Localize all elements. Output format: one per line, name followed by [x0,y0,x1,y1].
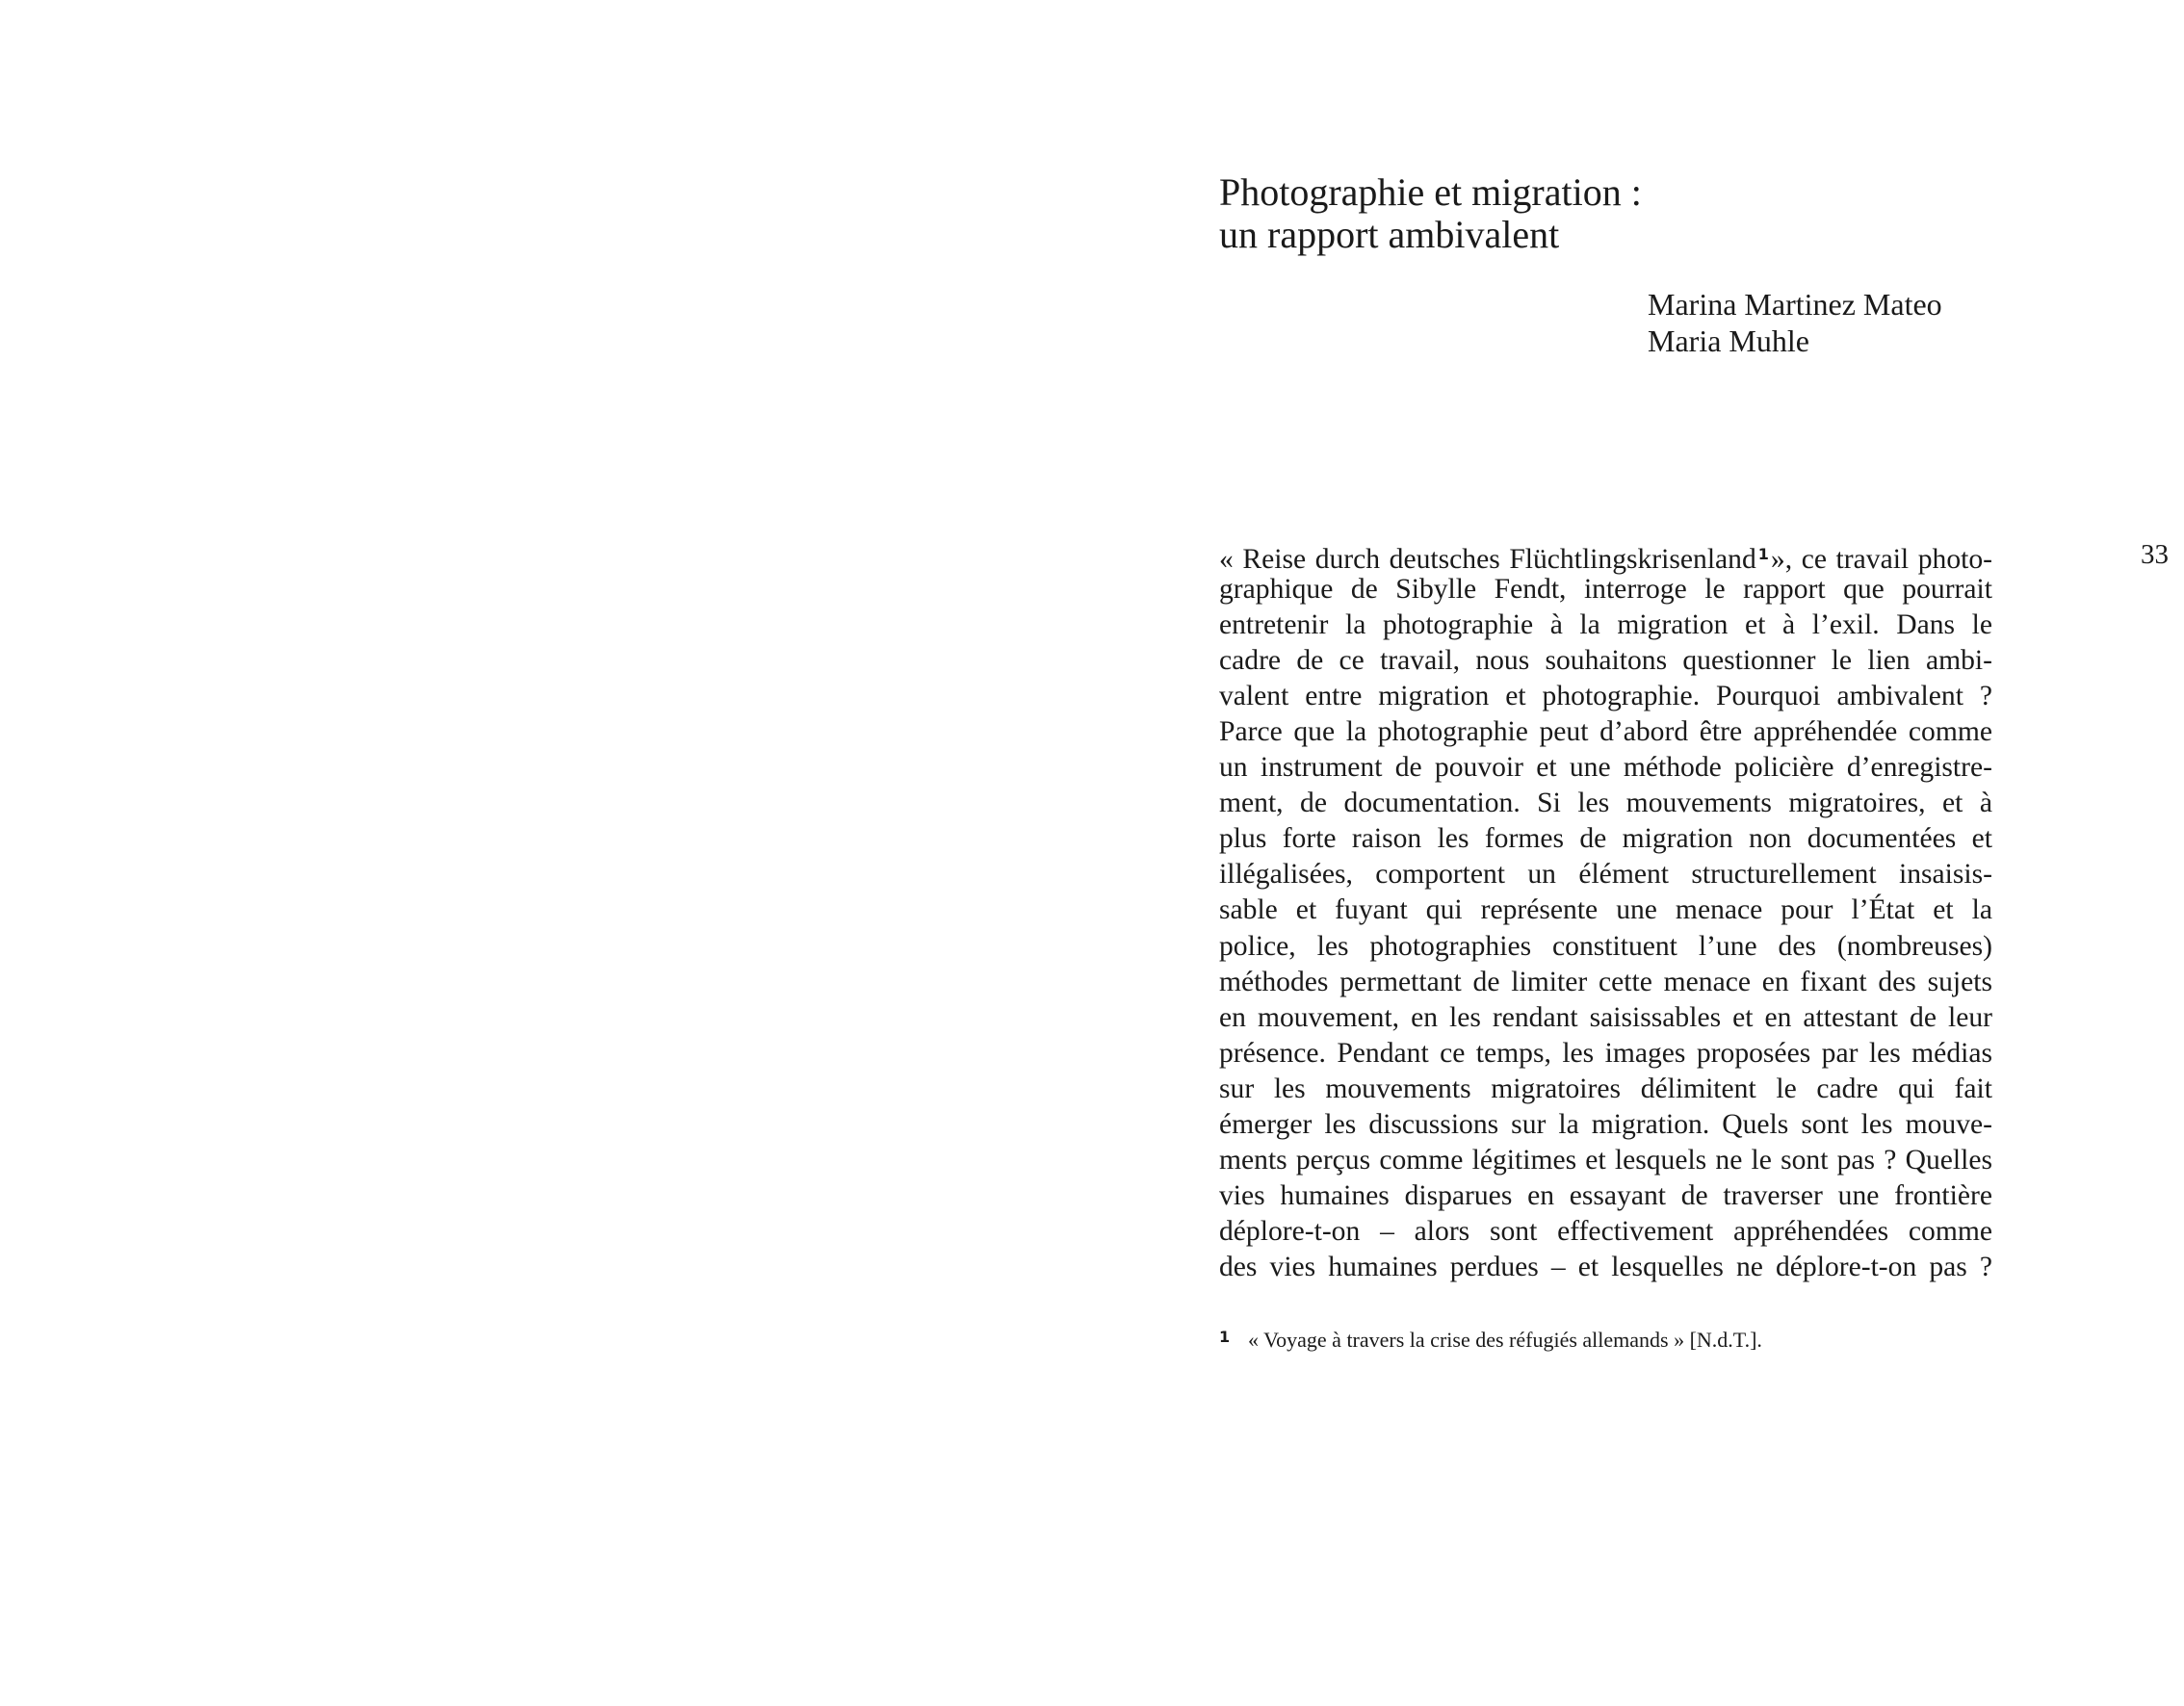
text-line: des vies humaines perdues – et lesquelles ne déplore-t-on pas ? [1219,1251,1992,1282]
title-line-2: un rapport ambivalent [1219,213,1560,256]
title-line-1: Photographie et migration : [1219,170,1642,214]
text-line: illégalisées, comportent un élément structurellement insaisis- [1219,859,1992,891]
text-line: un instrument de pouvoir et une méthode policière d’enregistre- [1219,752,1992,784]
footnote-marker: 1 [1219,1328,1231,1346]
text-line: émerger les discussions sur la migration. Quels sont les mouve- [1219,1108,1992,1140]
author-list [1648,286,1942,359]
text-line: en mouvement, en les rendant saisissables et en attestant de leur [1219,1001,1992,1033]
page-number: 33 [2141,539,2169,570]
text-line: plus forte raison les formes de migration non documentées et [1219,823,1992,855]
text-line: ments perçus comme légitimes et lesquels ne le sont pas ? Quelles [1219,1144,1992,1176]
text-line: cadre de ce travail, nous souhaitons questionner le lien ambi- [1219,645,1992,677]
right-page [1092,0,2184,1706]
text-line: valent entre migration et photographie. Pourquoi ambivalent ? [1219,681,1992,712]
author-name: Marina Martinez Mateo [1648,287,1942,322]
footnote [1219,1323,1992,1355]
article-title [1219,171,1893,256]
text-line: graphique de Sibylle Fendt, interroge le rapport que pourrait [1219,574,1992,606]
text-line: vies humaines disparues en essayant de traverser une frontière [1219,1179,1992,1211]
text-line: sable et fuyant qui représente une menace pour l’État et la [1219,894,1992,926]
text-line: sur les mouvements migratoires délimitent le cadre qui fait [1219,1073,1992,1104]
text-line: présence. Pendant ce temps, les images proposées par les médias [1219,1037,1992,1069]
text-line: déplore-t-on – alors sont effectivement appréhendées comme [1219,1215,1992,1247]
text-line: ment, de documentation. Si les mouvements migratoires, et à [1219,788,1992,819]
body-paragraph [1219,536,1992,1285]
footnote-reference[interactable]: 1 [1757,545,1769,563]
text-line: méthodes permettant de limiter cette menace en fixant des sujets [1219,966,1992,997]
text-segment: « Reise durch deutsches Flüchtlingskrisenland [1219,544,1756,575]
text-segment: », ce travail photo- [1770,544,1992,575]
text-line: police, les photographies constituent l’une des (nombreuses) [1219,930,1992,962]
text-line: Parce que la photographie peut d’abord être appréhendée comme [1219,716,1992,748]
footnote-text: « Voyage à travers la crise des réfugiés allemands » [N.d.T.]. [1248,1328,1762,1352]
author-name: Maria Muhle [1648,323,1809,358]
text-line [1219,536,1992,575]
text-line: entretenir la photographie à la migration et à l’exil. Dans le [1219,609,1992,641]
